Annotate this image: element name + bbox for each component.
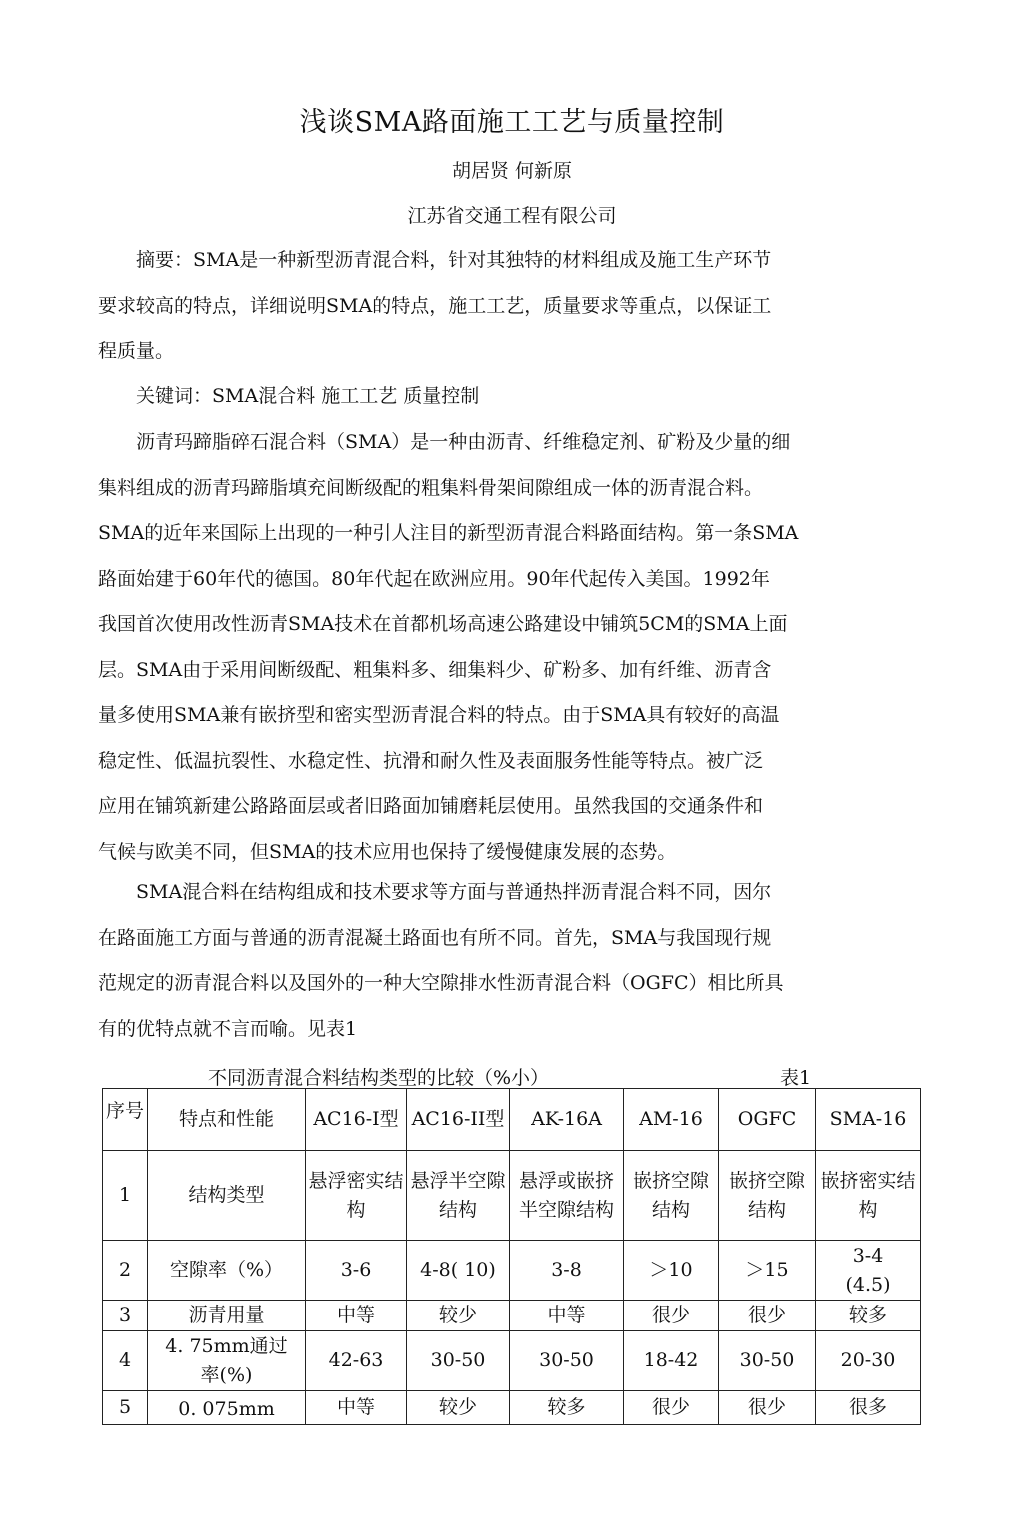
table-row (103, 1151, 921, 1241)
cell-am16: 很少 (624, 1301, 719, 1331)
cell-sma16: 3-4 (4.5) (816, 1241, 921, 1301)
paragraph-line: 我国首次使用改性沥青SMA技术在首都机场高速公路建设中铺筑5CM的SMA上面 (98, 613, 788, 635)
paragraph-line: 在路面施工方面与普通的沥青混凝土路面也有所不同。首先，SMA与我国现行规 (98, 926, 772, 949)
cell-ogfc: ＞15 (719, 1241, 816, 1301)
table-row (103, 1331, 921, 1391)
cell-am16: ＞10 (624, 1241, 719, 1301)
cell-seq: 3 (103, 1301, 148, 1331)
cell-feature: 沥青用量 (148, 1301, 306, 1331)
paragraph-line: 稳定性、低温抗裂性、水稳定性、抗滑和耐久性及表面服务性能等特点。被广泛 (98, 749, 764, 772)
cell-sma16: 很多 (816, 1391, 921, 1425)
cell-seq: 2 (103, 1241, 148, 1301)
cell-sma16: 20-30 (816, 1331, 921, 1391)
cell-ak16a: 悬浮或嵌挤半空隙结构 (510, 1151, 624, 1241)
paragraph-line: 有的优特点就不言而喻。见表1 (98, 1017, 358, 1040)
body-paragraph-1 (98, 427, 888, 882)
authors: 胡居贤 何新原 (451, 160, 573, 182)
paragraph-line: SMA混合料在结构组成和技术要求等方面与普通热拌沥青混合料不同，因尔 (98, 881, 772, 903)
paragraph-line: 量多使用SMA兼有嵌挤型和密实型沥青混合料的特点。由于SMA具有较好的高温 (98, 704, 780, 726)
comparison-table (102, 1088, 921, 1425)
affiliation: 江苏省交通工程有限公司 (407, 205, 617, 227)
cell-ak16a: 中等 (510, 1301, 624, 1331)
table-row (103, 1301, 921, 1331)
header-ac16-1: AC16-I型 (306, 1089, 407, 1151)
cell-feature: 空隙率（%） (148, 1241, 306, 1301)
cell-ak16a: 较多 (510, 1391, 624, 1425)
cell-ak16a: 30-50 (510, 1331, 624, 1391)
paragraph-line: 应用在铺筑新建公路路面层或者旧路面加铺磨耗层使用。虽然我国的交通条件和 (98, 795, 764, 817)
cell-ac16-1: 悬浮密实结构 (306, 1151, 407, 1241)
cell-ogfc: 30-50 (719, 1331, 816, 1391)
cell-ac16-1: 中等 (306, 1391, 407, 1425)
cell-feature: 4. 75mm通过率(%) (148, 1331, 306, 1391)
header-seq: 序号 (103, 1089, 148, 1151)
abstract-line: 摘要：SMA是一种新型沥青混合料，针对其独特的材料组成及施工生产环节 (98, 249, 772, 271)
table-label: 表1 (780, 1067, 812, 1089)
keywords (98, 381, 888, 427)
paragraph-line: 层。SMA由于采用间断级配、粗集料多、细集料少、矿粉多、加有纤维、沥青含 (98, 658, 772, 681)
cell-ogfc: 嵌挤空隙结构 (719, 1151, 816, 1241)
cell-feature: 0. 075mm (148, 1391, 306, 1425)
cell-ac16-2: 30-50 (407, 1331, 510, 1391)
abstract-line: 要求较高的特点，详细说明SMA的特点，施工工艺，质量要求等重点，以保证工 (98, 294, 772, 317)
header-ac16-2: AC16-II型 (407, 1089, 510, 1151)
cell-ac16-2: 4-8( 10) (407, 1241, 510, 1301)
cell-feature: 结构类型 (148, 1151, 306, 1241)
cell-ac16-2: 较少 (407, 1391, 510, 1425)
cell-ac16-1: 中等 (306, 1301, 407, 1331)
cell-seq: 1 (103, 1151, 148, 1241)
cell-sma16: 较多 (816, 1301, 921, 1331)
paragraph-line: 沥青玛蹄脂碎石混合料（SMA）是一种由沥青、纤维稳定剂、矿粉及少量的细 (98, 431, 791, 453)
paragraph-line: 路面始建于60年代的德国。80年代起在欧洲应用。90年代起传入美国。1992年 (98, 567, 770, 590)
cell-sma16: 嵌挤密实结构 (816, 1151, 921, 1241)
cell-seq: 5 (103, 1391, 148, 1425)
cell-ak16a: 3-8 (510, 1241, 624, 1301)
cell-ac16-1: 3-6 (306, 1241, 407, 1301)
paragraph-line: 范规定的沥青混合料以及国外的一种大空隙排水性沥青混合料（OGFC）相比所具 (98, 972, 784, 994)
paragraph-line: 气候与欧美不同，但SMA的技术应用也保持了缓慢健康发展的态势。 (98, 840, 677, 863)
cell-ogfc: 很少 (719, 1391, 816, 1425)
cell-seq: 4 (103, 1331, 148, 1391)
cell-ogfc: 很少 (719, 1301, 816, 1331)
keywords-line: 关键词：SMA混合料 施工工艺 质量控制 (98, 385, 480, 407)
table-caption: 不同沥青混合料结构类型的比较（%小） (208, 1067, 550, 1089)
cell-ac16-1: 42-63 (306, 1331, 407, 1391)
body-paragraph-2 (98, 877, 888, 1059)
header-feature: 特点和性能 (148, 1089, 306, 1151)
header-ogfc: OGFC (719, 1089, 816, 1151)
abstract (98, 245, 888, 382)
cell-am16: 很少 (624, 1391, 719, 1425)
cell-ac16-2: 较少 (407, 1301, 510, 1331)
cell-ac16-2: 悬浮半空隙结构 (407, 1151, 510, 1241)
paragraph-line: SMA的近年来国际上出现的一种引人注目的新型沥青混合料路面结构。第一条SMA (98, 522, 799, 544)
table-header-row (103, 1089, 921, 1151)
abstract-line: 程质量。 (98, 340, 175, 362)
table-row (103, 1241, 921, 1301)
table-row (103, 1391, 921, 1425)
cell-am16: 18-42 (624, 1331, 719, 1391)
header-sma16: SMA-16 (816, 1089, 921, 1151)
paragraph-line: 集料组成的沥青玛蹄脂填充间断级配的粗集料骨架间隙组成一体的沥青混合料。 (98, 476, 764, 499)
document-title: 浅谈SMA路面施工工艺与质量控制 (299, 107, 725, 138)
header-ak16a: AK-16A (510, 1089, 624, 1151)
cell-am16: 嵌挤空隙结构 (624, 1151, 719, 1241)
header-am16: AM-16 (624, 1089, 719, 1151)
